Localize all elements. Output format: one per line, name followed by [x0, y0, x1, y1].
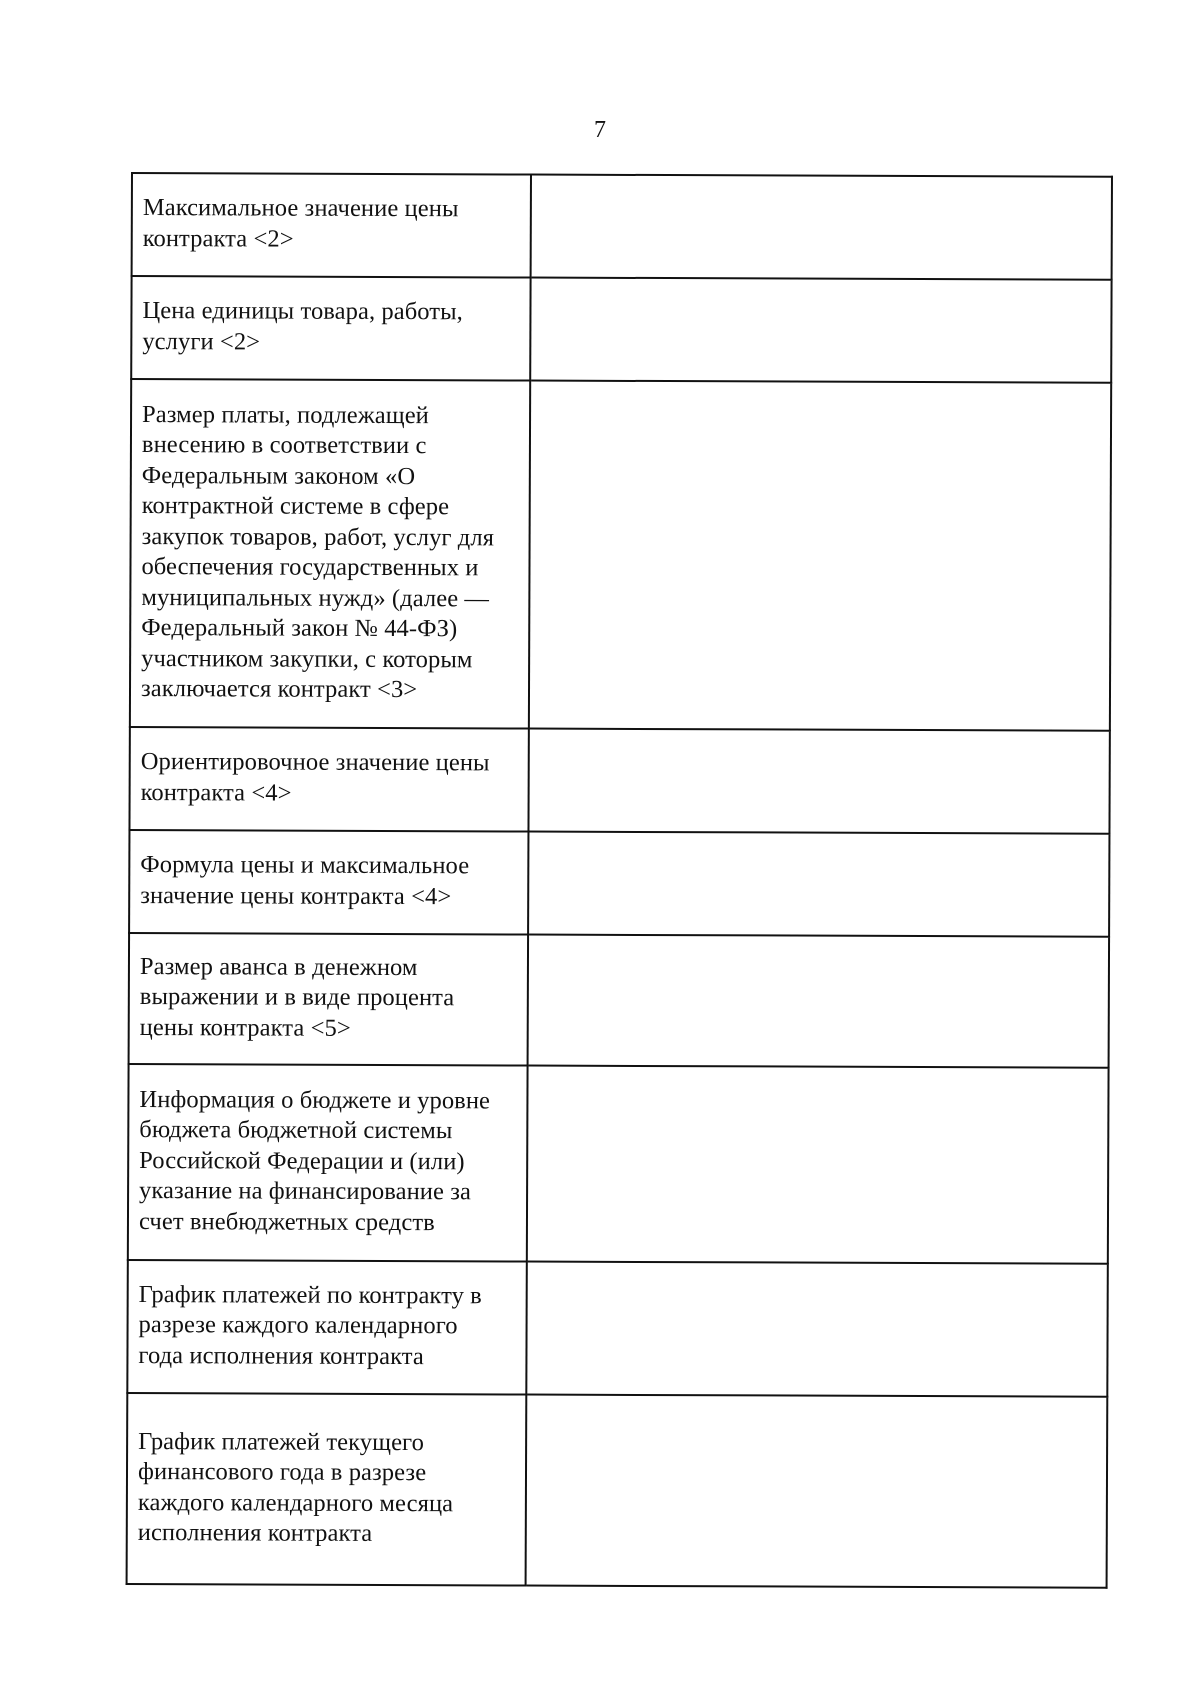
row-label-budget-info: Информация о бюджете и уровне бюджета бюджетной системы Российской Федерации и (или) указание на финансирование за счет внебюджетных средств [138, 1085, 491, 1236]
table-row [128, 1064, 1109, 1264]
row-value-cell [530, 278, 1111, 383]
row-label-payment-amount: Размер платы, подлежащей внесению в соответствии с Федеральным законом «О контрактной системе в сфере закупок товаров, работ, услуг для обеспечения государственных и муниципальных нужд» (далее — Федеральный закон № 44-ФЗ) участником закупки, с которым заключается контракт <3> [140, 400, 495, 704]
row-value-cell [529, 381, 1111, 731]
row-value-cell [527, 1066, 1109, 1264]
table-row [129, 933, 1109, 1068]
row-label-unit-price: Цена единицы товара, работы, услуги <2> [142, 297, 463, 355]
table-row [129, 727, 1109, 834]
row-label-cell [130, 379, 530, 729]
row-label-cell [128, 1064, 528, 1262]
row-label-price-formula: Формула цены и максимальное значение цены контракта <4> [140, 851, 470, 910]
row-label-cell [129, 830, 528, 935]
row-label-cell [127, 1393, 527, 1586]
row-label-estimated-contract-price: Ориентировочное значение цены контракта <4> [140, 748, 490, 807]
table-row [130, 379, 1111, 731]
row-label-cell [131, 276, 530, 381]
row-value-cell [528, 832, 1109, 937]
row-label-cell [127, 1260, 527, 1395]
row-label-max-contract-price: Максимальное значение цены контракта <2> [142, 194, 459, 253]
page-number: 7 [594, 117, 606, 143]
table-row [127, 1393, 1108, 1588]
row-label-payment-schedule-by-year: График платежей по контракту в разрезе каждого календарного года исполнения контракта [138, 1280, 482, 1370]
row-value-cell [528, 935, 1109, 1068]
row-label-cell [129, 933, 529, 1066]
row-label-advance-amount: Размер аванса в денежном выражении и в виде процента цены контракта <5> [139, 952, 455, 1042]
row-label-cell [129, 727, 528, 832]
row-label-cell [132, 173, 531, 278]
table-row [131, 276, 1111, 383]
table-row [129, 830, 1109, 937]
row-value-cell [526, 1262, 1108, 1397]
contract-info-table [126, 172, 1113, 1589]
row-value-cell [531, 175, 1112, 280]
row-value-cell [528, 729, 1109, 834]
row-value-cell [526, 1395, 1108, 1588]
row-label-payment-schedule-by-month: График платежей текущего финансового года в разрезе каждого календарного месяца исполнения контракта [137, 1427, 454, 1547]
table-row [132, 173, 1112, 280]
table-row [127, 1260, 1108, 1397]
